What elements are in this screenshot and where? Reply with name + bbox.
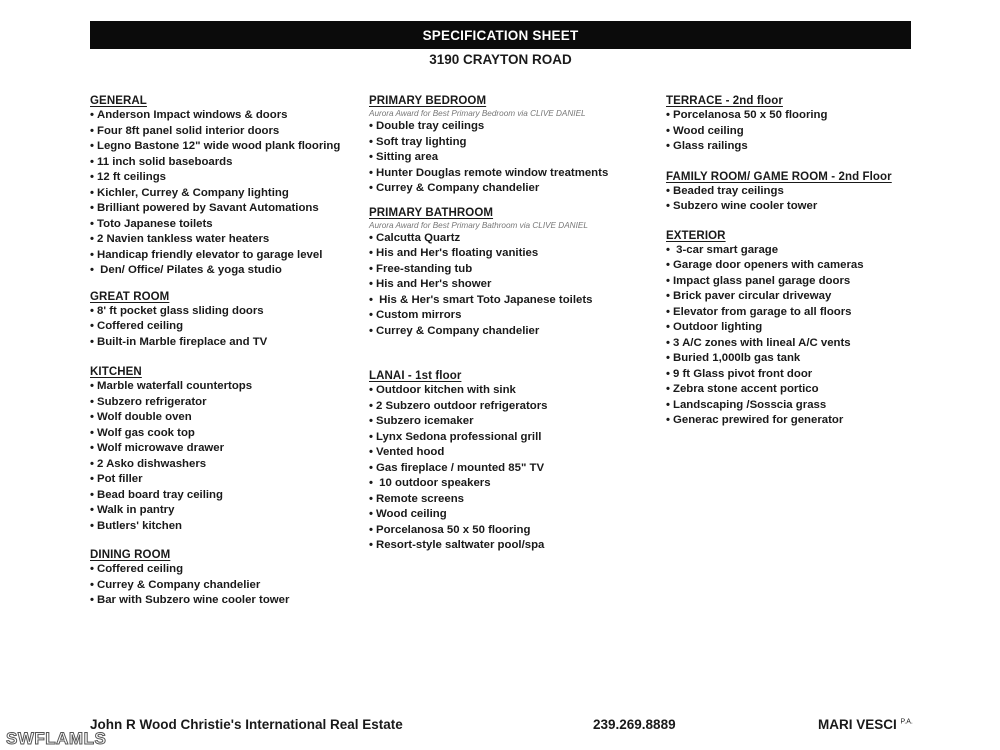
feature-item: • Coffered ceiling — [90, 562, 360, 578]
feature-item: • Gas fireplace / mounted 85" TV — [369, 461, 659, 477]
section-dining-room — [90, 548, 360, 609]
feature-item: • His and Her's shower — [369, 277, 659, 293]
award-note: Aurora Award for Best Primary Bedroom via CLIVE DANIEL — [369, 109, 586, 118]
feature-item: • Buried 1,000lb gas tank — [666, 351, 926, 367]
column-1 — [90, 94, 360, 609]
feature-item: • Currey & Company chandelier — [369, 324, 659, 340]
feature-list — [369, 119, 659, 197]
feature-item: • Coffered ceiling — [90, 319, 360, 335]
section-heading: KITCHEN — [90, 366, 142, 378]
feature-item: • Impact glass panel garage doors — [666, 274, 926, 290]
feature-item: • 2 Asko dishwashers — [90, 457, 360, 473]
feature-item: • Free-standing tub — [369, 262, 659, 278]
feature-item: • Built-in Marble fireplace and TV — [90, 335, 360, 351]
feature-item: • Bead board tray ceiling — [90, 488, 360, 504]
section-terrace-2nd-floor — [666, 94, 926, 155]
feature-item: • Soft tray lighting — [369, 135, 659, 151]
feature-item: • Wood ceiling — [666, 124, 926, 140]
feature-item: • Custom mirrors — [369, 308, 659, 324]
section-primary-bathroom — [369, 206, 659, 340]
spec-sheet-title: SPECIFICATION SHEET — [422, 27, 579, 43]
feature-item: • 9 ft Glass pivot front door — [666, 367, 926, 383]
feature-item: • Wolf microwave drawer — [90, 441, 360, 457]
feature-item: • Porcelanosa 50 x 50 flooring — [369, 523, 659, 539]
feature-item: • 2 Subzero outdoor refrigerators — [369, 399, 659, 415]
feature-item: • Subzero icemaker — [369, 414, 659, 430]
section-heading: LANAI - 1st floor — [369, 370, 462, 382]
feature-item: • Marble waterfall countertops — [90, 379, 360, 395]
section-lanai-1st-floor — [369, 369, 659, 554]
feature-item: • Wolf double oven — [90, 410, 360, 426]
feature-item: • Resort-style saltwater pool/spa — [369, 538, 659, 554]
mls-watermark: SWFLAMLS — [6, 729, 107, 748]
feature-list — [369, 383, 659, 554]
feature-item: • Handicap friendly elevator to garage level — [90, 248, 360, 264]
section-great-room — [90, 290, 360, 351]
section-heading: DINING ROOM — [90, 549, 171, 561]
feature-item: • Pot filler — [90, 472, 360, 488]
feature-item: • Elevator from garage to all floors — [666, 305, 926, 321]
feature-item: • Brilliant powered by Savant Automations — [90, 201, 360, 217]
feature-item: • Currey & Company chandelier — [369, 181, 659, 197]
feature-item: • 10 outdoor speakers — [369, 476, 659, 492]
feature-item: • Vented hood — [369, 445, 659, 461]
feature-item: • Zebra stone accent portico — [666, 382, 926, 398]
section-kitchen — [90, 365, 360, 534]
section-general — [90, 94, 360, 279]
feature-item: • Porcelanosa 50 x 50 flooring — [666, 108, 926, 124]
section-heading: GENERAL — [90, 95, 147, 107]
feature-item: • 12 ft ceilings — [90, 170, 360, 186]
agent-name-text: MARI VESCI — [818, 717, 897, 732]
feature-item: • Subzero refrigerator — [90, 395, 360, 411]
section-heading: TERRACE - 2nd floor — [666, 95, 783, 107]
column-3 — [666, 94, 926, 429]
section-heading: GREAT ROOM — [90, 290, 170, 303]
feature-item: • Wood ceiling — [369, 507, 659, 523]
feature-item: • 3-car smart garage — [666, 243, 926, 259]
feature-item: • Beaded tray ceilings — [666, 184, 926, 200]
feature-item: • Calcutta Quartz — [369, 231, 659, 247]
feature-item: • Wolf gas cook top — [90, 426, 360, 442]
section-heading: PRIMARY BATHROOM — [369, 206, 494, 219]
feature-list — [90, 379, 360, 534]
brokerage-name: John R Wood Christie's International Real Estate — [90, 717, 403, 732]
feature-item: • Outdoor lighting — [666, 320, 926, 336]
feature-item: • 11 inch solid baseboards — [90, 155, 360, 171]
property-address: 3190 CRAYTON ROAD — [429, 52, 572, 67]
feature-item: • Subzero wine cooler tower — [666, 199, 926, 215]
feature-item: • His and Her's floating vanities — [369, 246, 659, 262]
feature-item: • Walk in pantry — [90, 503, 360, 519]
section-family-room-game-room-2nd-floor — [666, 170, 926, 215]
section-heading: PRIMARY BEDROOM — [369, 95, 487, 107]
feature-item: • Landscaping /Sosscia grass — [666, 398, 926, 414]
feature-item: • 8' ft pocket glass sliding doors — [90, 304, 360, 320]
feature-item: • 3 A/C zones with lineal A/C vents — [666, 336, 926, 352]
feature-item: • Four 8ft panel solid interior doors — [90, 124, 360, 140]
award-note: Aurora Award for Best Primary Bathroom via CLIVE DANIEL — [369, 220, 588, 230]
feature-list — [90, 562, 360, 609]
spec-sheet-title-bar — [90, 21, 911, 49]
feature-item: • Garage door openers with cameras — [666, 258, 926, 274]
feature-item: • Outdoor kitchen with sink — [369, 383, 659, 399]
column-2 — [369, 94, 659, 554]
section-heading: FAMILY ROOM/ GAME ROOM - 2nd Floor — [666, 170, 892, 183]
feature-item: • Butlers' kitchen — [90, 519, 360, 535]
feature-list — [666, 108, 926, 155]
feature-item: • Sitting area — [369, 150, 659, 166]
feature-item: • Currey & Company chandelier — [90, 578, 360, 594]
feature-item: • Hunter Douglas remote window treatments — [369, 166, 659, 182]
section-heading: EXTERIOR — [666, 229, 726, 242]
feature-list — [666, 243, 926, 429]
feature-item: • His & Her's smart Toto Japanese toilets — [369, 293, 659, 309]
feature-item: • Anderson Impact windows & doors — [90, 108, 360, 124]
agent-name — [818, 717, 913, 732]
feature-item: • Remote screens — [369, 492, 659, 508]
feature-item: • Double tray ceilings — [369, 119, 659, 135]
feature-list — [90, 304, 360, 351]
feature-list — [369, 231, 659, 340]
feature-item: • 2 Navien tankless water heaters — [90, 232, 360, 248]
agent-suffix: P.A. — [900, 718, 913, 726]
feature-item: • Legno Bastone 12" wide wood plank flooring — [90, 139, 360, 155]
feature-item: • Brick paver circular driveway — [666, 289, 926, 305]
feature-item: • Glass railings — [666, 139, 926, 155]
feature-item: • Kichler, Currey & Company lighting — [90, 186, 360, 202]
feature-list — [666, 184, 926, 215]
feature-item: • Lynx Sedona professional grill — [369, 430, 659, 446]
feature-item: • Toto Japanese toilets — [90, 217, 360, 233]
feature-list — [90, 108, 360, 279]
feature-item: • Bar with Subzero wine cooler tower — [90, 593, 360, 609]
section-exterior — [666, 229, 926, 429]
phone-number: 239.269.8889 — [593, 717, 676, 732]
section-primary-bedroom — [369, 94, 659, 197]
feature-item: • Generac prewired for generator — [666, 413, 926, 429]
feature-item: • Den/ Office/ Pilates & yoga studio — [90, 263, 360, 279]
